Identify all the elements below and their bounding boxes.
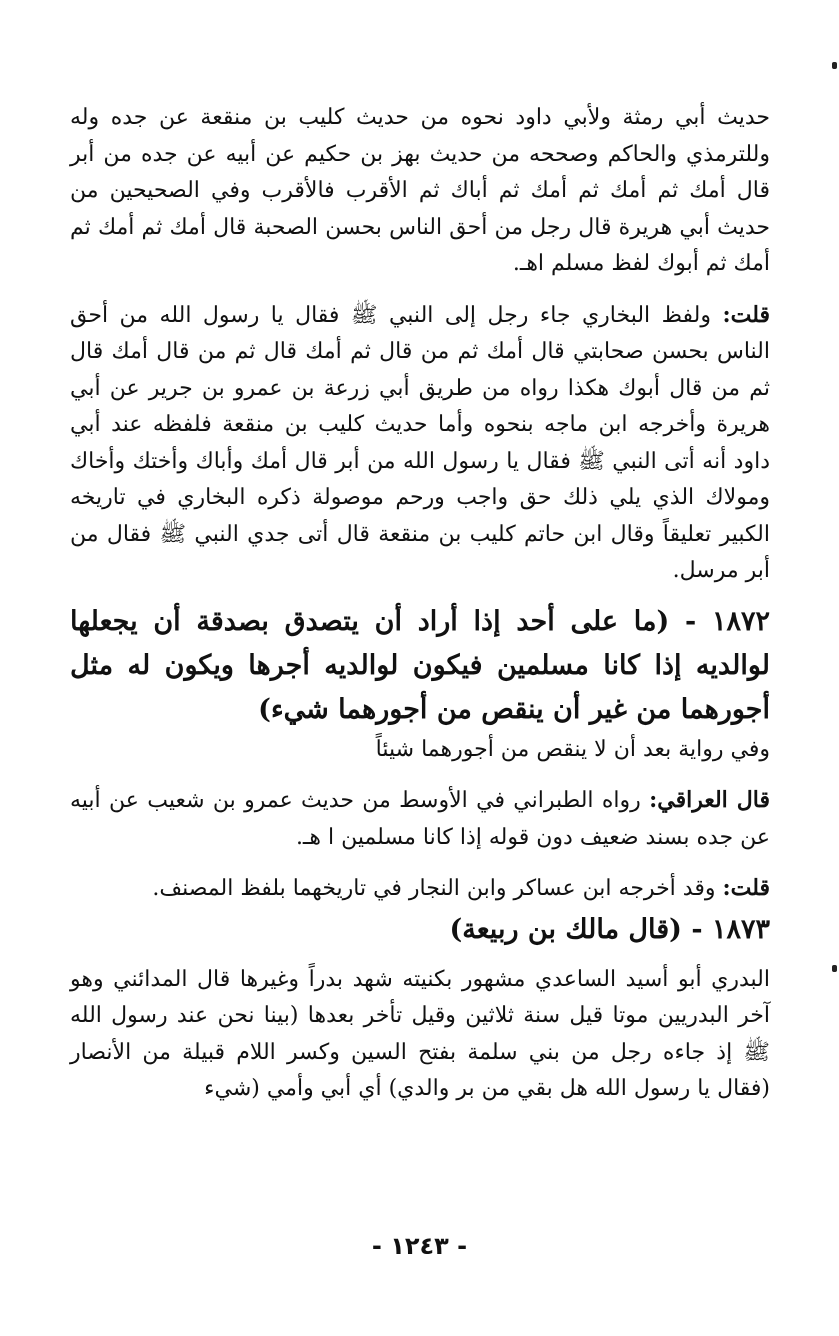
paragraph-variant-narration: وفي رواية بعد أن لا ينقص من أجورهما شيئاً <box>375 736 770 762</box>
hadith-text: (ما على أحد إذا أراد أن يتصدق بصدقة أن يجعلها لوالديه إذا كانا مسلمين فيكون لوالديه أجرها ويكون له مثل أجورهما من غير أن ينقص من أجورهما شيء) <box>70 605 770 725</box>
paragraph-hadith-abu-rimtha: حديث أبي رمثة ولأبي داود نحوه من حديث كليب بن منقعة عن جده وله وللترمذي والحاكم وصححه من حديث بهز بن حكيم عن أبيه عن جده من أبر قال أمك ثم أمك ثم أمك ثم أباك ثم الأقرب فالأقرب وفي الصحيحين من حديث أبي هريرة قال رجل من أحق الناس بحسن الصحبة قال أمك ثم أمك ثم أمك ثم أبوك لفظ مسلم اهـ. <box>70 105 770 276</box>
iraqi-label: قال العراقي: <box>649 787 770 813</box>
paragraph-ibn-asakir <box>70 870 770 908</box>
paragraph-iraqi-comment <box>70 782 770 856</box>
qultu-label: قلت: <box>722 875 770 901</box>
paragraph-text: وقد أخرجه ابن عساكر وابن النجار في تاريخهما بلفظ المصنف. <box>152 876 716 901</box>
paragraph-abu-usayd: البدري أبو أسيد الساعدي مشهور بكنيته شهد بدراً وغيرها قال المدائني وهو آخر البدريين موتا قيل سنة ثلاثين وقيل تأخر بعدها (بينا نحن عند رسول الله ﷺ إذ جاءه رجل من بني سلمة بفتح السين وكسر اللام قبيلة من الأنصار (فقال يا رسول الله هل بقي من بر والدي) أي أبي وأمي (شيء <box>70 966 770 1101</box>
page-body <box>70 100 770 1108</box>
paragraph-bukhari-wording <box>70 297 770 590</box>
hadith-number: ١٨٧٢ - <box>685 605 770 637</box>
heading-1872 <box>70 600 770 732</box>
heading-1873 <box>70 908 770 952</box>
hadith-text: (قال مالك بن ربيعة) <box>449 913 682 945</box>
scan-edge-mark-middle <box>832 965 837 972</box>
paragraph-text: ولفظ البخاري جاء رجل إلى النبي ﷺ فقال يا رسول الله من أحق الناس بحسن صحابتي قال أمك ثم من قال ثم أمك قال ثم من قال أمك قال ثم من قال أبوك هكذا رواه من طريق أبي زرعة بن عمرو بن جرير عن أبي هريرة وأخرجه ابن ماجه بنحوه وأما حديث كليب بن منقعة فلفظه عند أبي داود أنه أتى النبي ﷺ فقال يا رسول الله من أبر قال أمك وأباك وأختك وأخاك ومولاك الذي يلي ذلك حق واجب ورحم موصولة ذكره البخاري في تاريخه الكبير تعليقاً وقال ابن حاتم كليب بن منقعة قال أتى جدي النبي ﷺ فقال من أبر مرسل. <box>70 302 770 583</box>
scan-edge-mark-top <box>832 62 837 69</box>
hadith-number: ١٨٧٣ - <box>691 913 770 945</box>
paragraph-text: رواه الطبراني في الأوسط من حديث عمرو بن شعيب عن أبيه عن جده بسند ضعيف دون قوله إذا كانا مسلمين ا هـ. <box>70 788 770 850</box>
qultu-label: قلت: <box>722 301 770 328</box>
page-number: - ١٢٤٣ - <box>371 1232 468 1260</box>
